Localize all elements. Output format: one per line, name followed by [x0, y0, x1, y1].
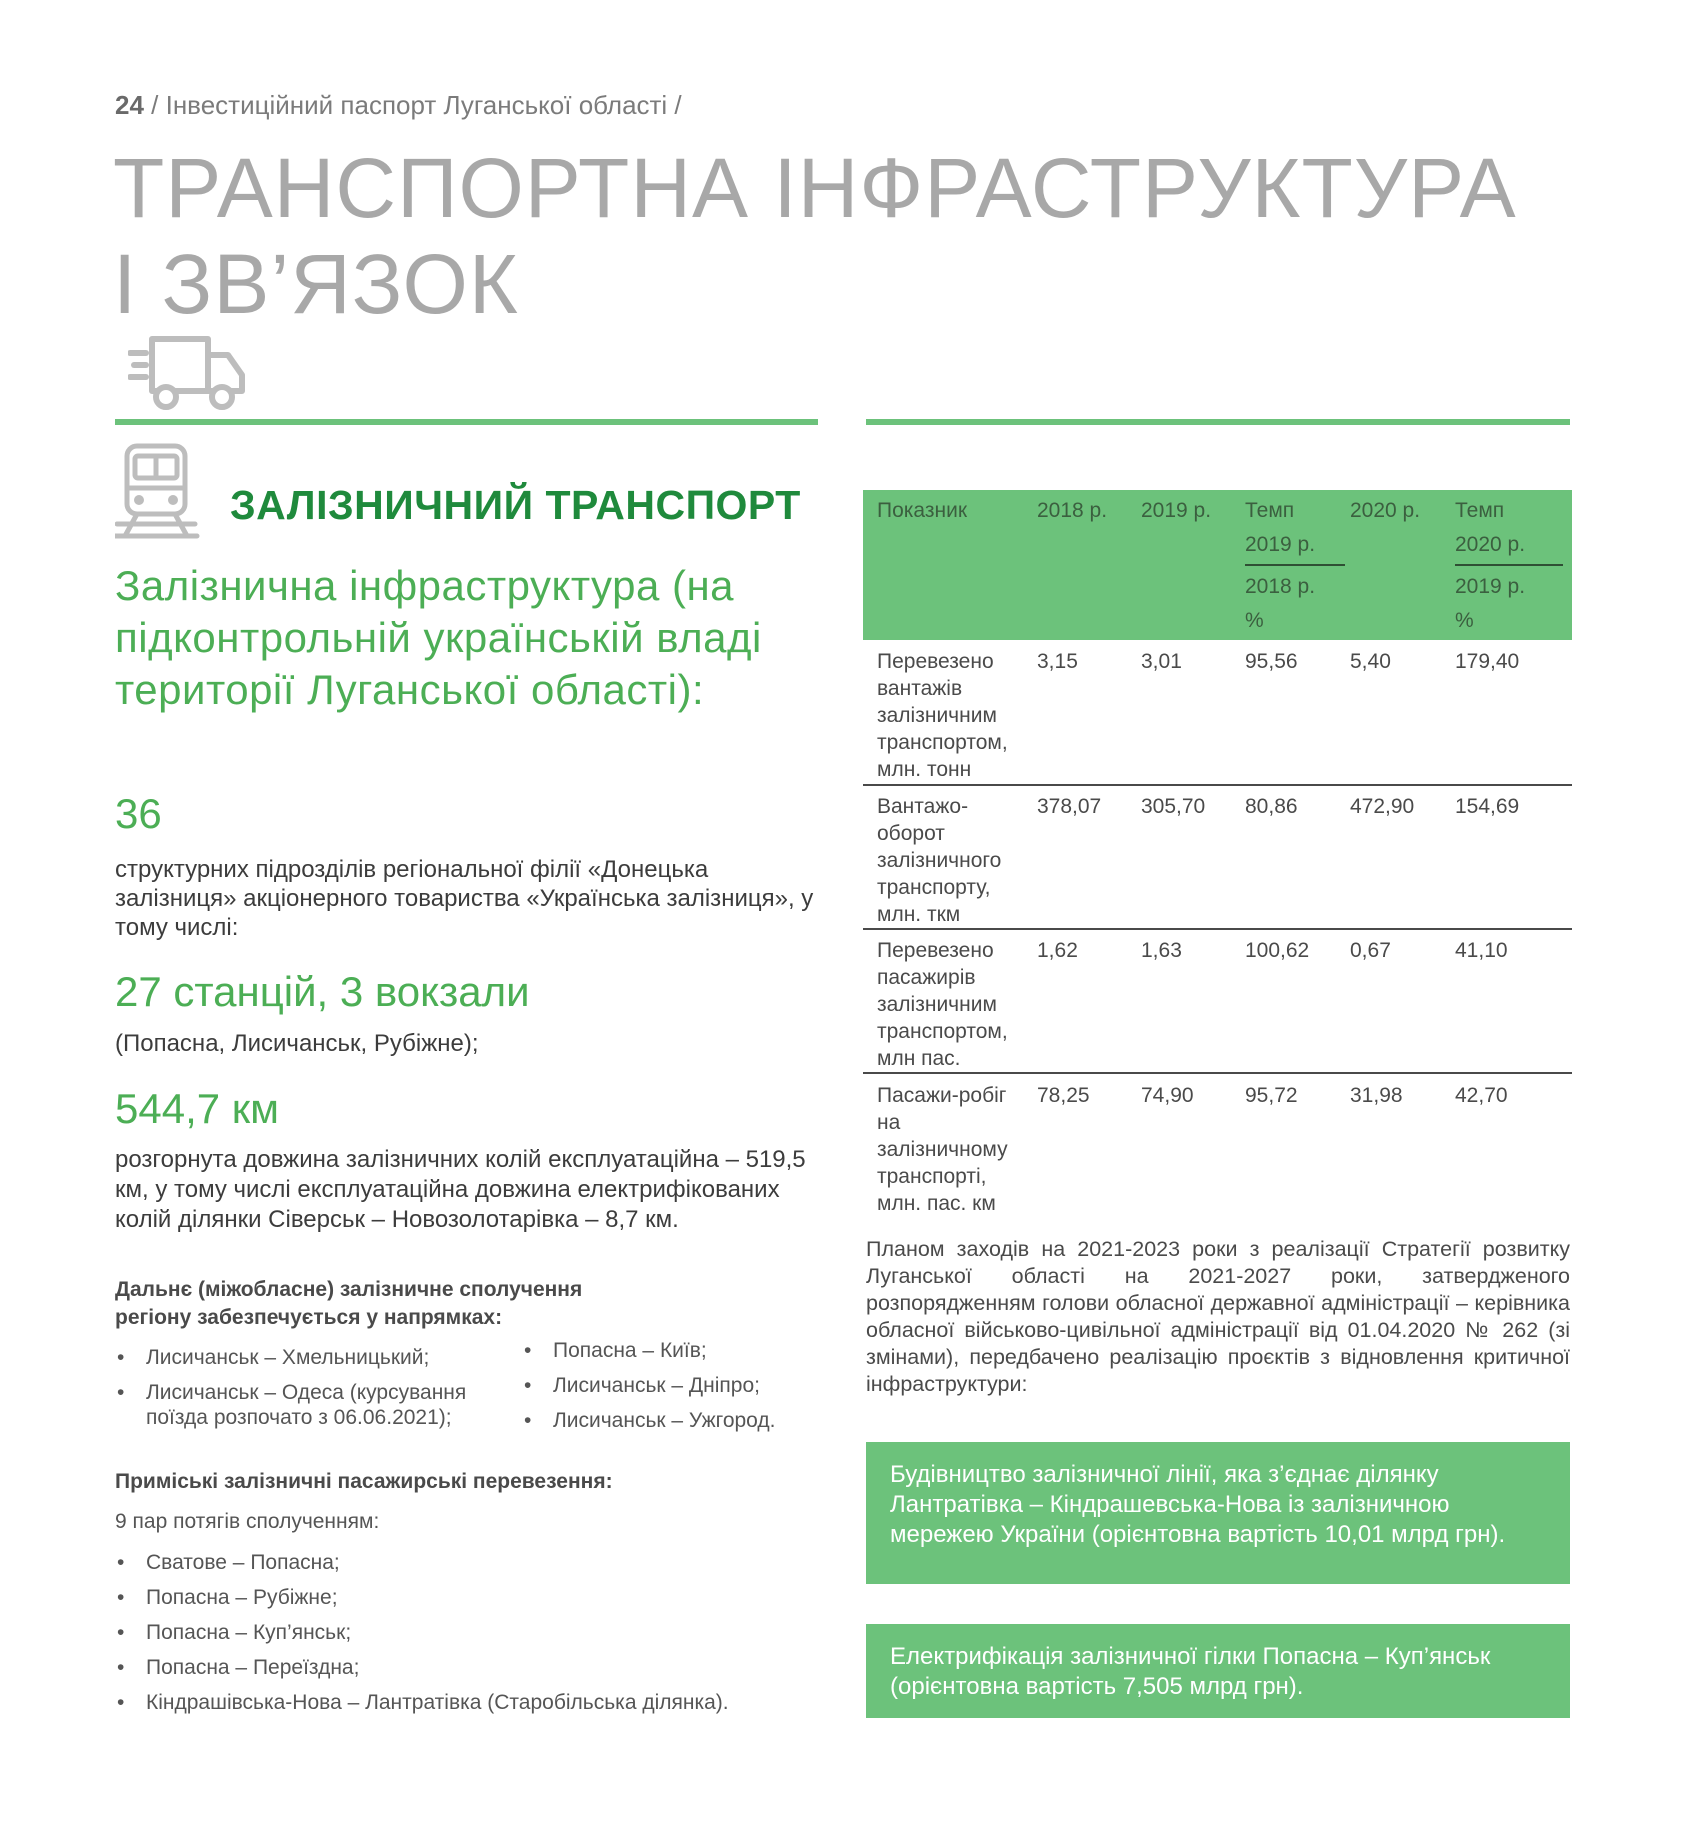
cell-2018: 378,07	[1037, 795, 1102, 818]
cell-2018: 3,15	[1037, 650, 1078, 673]
suburban-heading: Приміські залізничні пасажирські перевезення:	[115, 1470, 613, 1493]
row-label: Перевезено вантажів залізничним транспортом, млн. тонн	[877, 650, 1008, 781]
suburban-list	[115, 1550, 835, 1725]
page-title-line2: І ЗВ’ЯЗОК	[113, 237, 519, 331]
stat-stations: 27 станцій, 3 вокзали	[115, 968, 530, 1015]
page-title	[113, 140, 1517, 332]
list-item: • Лисичанськ – Дніпро;	[522, 1373, 832, 1398]
stat-36: 36	[115, 790, 162, 837]
header-divider	[1455, 564, 1563, 566]
row-divider	[863, 784, 1572, 786]
infrastructure-intro: Залізнична інфраструктура (на підконтрольній українській владі території Луганської області):	[115, 562, 762, 713]
table-row	[863, 793, 1572, 929]
cell-rate-2019: 95,72	[1245, 1084, 1298, 1107]
table-header	[863, 490, 1572, 640]
delivery-truck-icon	[128, 333, 246, 415]
cell-2020: 31,98	[1350, 1084, 1403, 1107]
strategy-paragraph: Планом заходів на 2021-2023 роки з реалізації Стратегії розвитку Луганської області на 2021-2027 роки, затвердженого розпорядженням голови обласної державної адміністрації – керівника обласної військово-цивільної адміністрації від 01.04.2020 № 262 (зі змінами), передбачено реалізацію проєктів з відновлення критичної інфраструктури:	[866, 1237, 1570, 1396]
header-2019: 2019 р.	[1141, 499, 1212, 522]
list-item: • Попасна – Київ;	[522, 1338, 832, 1363]
list-item: • Сватове – Попасна;	[115, 1550, 835, 1575]
cell-rate-2019: 80,86	[1245, 795, 1298, 818]
stat-km: 544,7 км	[115, 1085, 280, 1132]
cell-2019: 1,63	[1141, 939, 1182, 962]
km-description: розгорнута довжина залізничних колій експлуатаційна – 519,5 км, у тому числі експлуатаційна довжина електрифікованих колій ділянки Сіверськ – Новозолотарівка – 8,7 км.	[115, 1146, 806, 1233]
row-label: Пасажи-робіг на залізничному транспорті, млн. пас. км	[877, 1084, 1008, 1215]
train-icon	[115, 442, 210, 540]
cell-2019: 3,01	[1141, 650, 1182, 673]
page-title-line1: ТРАНСПОРТНА ІНФРАСТРУКТУРА	[113, 141, 1517, 235]
list-item: • Попасна – Рубіжне;	[115, 1585, 835, 1610]
row-label: Перевезено пасажирів залізничним транспортом, млн пас.	[877, 939, 1008, 1070]
section-title: ЗАЛІЗНИЧНИЙ ТРАНСПОРТ	[230, 482, 801, 528]
table-row	[863, 648, 1572, 784]
list-item: • Лисичанськ – Ужгород.	[522, 1408, 832, 1433]
header-2020: 2020 р.	[1350, 499, 1421, 522]
page-header	[115, 90, 682, 121]
row-label: Вантажо-оборот залізничного транспорту, млн. ткм	[877, 795, 1002, 926]
header-2018: 2018 р.	[1037, 499, 1108, 522]
cell-rate-2020: 41,10	[1455, 939, 1508, 962]
cell-2019: 305,70	[1141, 795, 1206, 818]
header-path: / Інвестиційний паспорт Луганської області /	[143, 90, 682, 120]
page-number: 24	[115, 90, 144, 120]
header-divider	[1245, 564, 1345, 566]
cell-rate-2020: 179,40	[1455, 650, 1520, 673]
section-rule-left	[115, 419, 818, 425]
stat-36-description: структурних підрозділів регіональної філії «Донецька залізниця» акціонерного товариства «Українська залізниця», у тому числі:	[115, 856, 814, 941]
row-divider	[863, 928, 1572, 930]
table-row	[863, 1082, 1572, 1218]
directions-list-1	[115, 1345, 515, 1440]
cell-2020: 0,67	[1350, 939, 1391, 962]
cell-2018: 1,62	[1037, 939, 1078, 962]
cell-2020: 472,90	[1350, 795, 1415, 818]
header-rate-2019-base: 2018 р. %	[1245, 575, 1316, 632]
stations-description: (Попасна, Лисичанськ, Рубіжне);	[115, 1030, 479, 1057]
table-row	[863, 937, 1572, 1073]
list-item: • Попасна – Куп’янськ;	[115, 1620, 835, 1645]
row-divider	[863, 1072, 1572, 1074]
cell-2020: 5,40	[1350, 650, 1391, 673]
header-rate-2020: Темп 2020 р.	[1455, 499, 1526, 556]
suburban-note: 9 пар потягів сполученням:	[115, 1510, 380, 1533]
cell-2018: 78,25	[1037, 1084, 1090, 1107]
list-item: • Лисичанськ – Хмельницький;	[115, 1345, 515, 1370]
list-item: • Лисичанськ – Одеса (курсування поїзда розпочато з 06.06.2021);	[115, 1380, 515, 1430]
list-item: • Кіндрашівська-Нова – Лантратівка (Старобільська ділянка).	[115, 1690, 835, 1715]
header-rate-2020-base: 2019 р. %	[1455, 575, 1526, 632]
project-box-1: Будівництво залізничної лінії, яка з’єднає ділянку Лантратівка – Кіндрашевська-Нова із залізничною мережею України (орієнтовна вартість 10,01 млрд грн).	[866, 1442, 1570, 1584]
header-indicator: Показник	[877, 499, 968, 522]
list-item: • Попасна – Переїздна;	[115, 1655, 835, 1680]
long-distance-heading: Дальнє (міжобласне) залізничне сполучення регіону забезпечується у напрямках:	[115, 1278, 583, 1329]
directions-list-2	[522, 1338, 832, 1443]
cell-rate-2019: 95,56	[1245, 650, 1298, 673]
cell-2019: 74,90	[1141, 1084, 1194, 1107]
section-rule-right	[866, 419, 1570, 425]
cell-rate-2020: 42,70	[1455, 1084, 1508, 1107]
header-rate-2019: Темп 2019 р.	[1245, 499, 1316, 556]
cell-rate-2020: 154,69	[1455, 795, 1520, 818]
project-box-2: Електрифікація залізничної гілки Попасна – Куп’янськ (орієнтовна вартість 7,505 млрд грн).	[866, 1624, 1570, 1718]
cell-rate-2019: 100,62	[1245, 939, 1310, 962]
